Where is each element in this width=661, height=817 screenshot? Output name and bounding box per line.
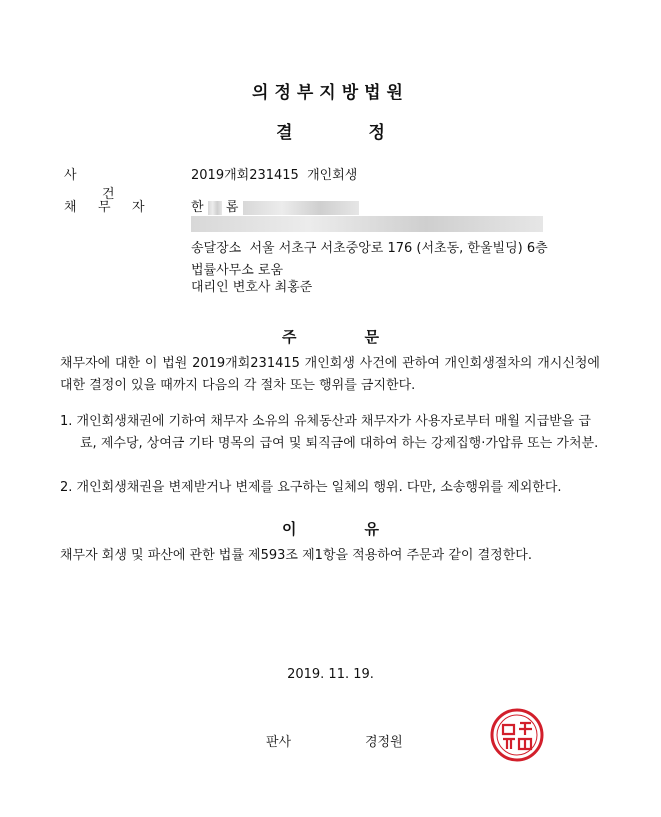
court-name: 의정부지방법원 xyxy=(252,83,409,103)
debtor-address xyxy=(191,213,543,232)
case-label-char-1: 사 xyxy=(64,168,77,183)
debtor-label-char-1: 채 xyxy=(64,200,77,215)
case-number: 2019개회231415 개인회생 xyxy=(191,168,358,183)
judge-seal-icon xyxy=(489,707,545,763)
reason-heading-char-1: 이 xyxy=(282,520,297,538)
law-firm: 법률사무소 로움 xyxy=(191,263,284,278)
redaction-block xyxy=(191,216,543,232)
order-item-2: 2. 개인회생채권을 변제받거나 변제를 요구하는 일체의 행위. 다만, 소송행위를 제외한다. xyxy=(60,480,562,495)
debtor-label-char-2: 무 xyxy=(98,200,111,215)
debtor-label-char-3: 자 xyxy=(132,200,145,215)
debtor-name-prefix: 한 xyxy=(191,200,204,215)
order-heading-char-2: 문 xyxy=(364,328,379,346)
reason-heading-char-2: 유 xyxy=(364,520,379,538)
document-title xyxy=(0,118,661,143)
decision-date: 2019. 11. 19. xyxy=(287,667,374,682)
delivery-address: 송달장소 서울 서초구 서초중앙로 176 (서초동, 한울빌딩) 6층 xyxy=(191,241,548,256)
case-label-char-2: 건 xyxy=(102,187,115,202)
reason-text: 채무자 회생 및 파산에 관한 법률 제593조 제1항을 적용하여 주문과 같이 결정한다. xyxy=(60,548,532,563)
title-char-1: 결 xyxy=(276,123,293,143)
judge-name: 경정원 xyxy=(365,735,403,750)
order-intro: 채무자에 대한 이 법원 2019개회231415 개인회생 사건에 관하여 개인회생절차의 개시신청에 대한 결정이 있을 때까지 다음의 각 절차 또는 행위를 금지한다. xyxy=(60,356,600,393)
order-heading xyxy=(0,326,661,347)
title-char-2: 정 xyxy=(368,123,385,143)
debtor-label xyxy=(64,196,174,215)
debtor-name-suffix: 롬 xyxy=(225,200,239,215)
attorney: 대리인 변호사 최홍준 xyxy=(191,280,313,295)
judge-title: 판사 xyxy=(266,735,292,750)
reason-heading xyxy=(0,518,661,539)
order-item-1: 1. 개인회생채권에 기하여 채무자 소유의 유체동산과 채무자가 사용자로부터 매월 지급받을 급료, 제수당, 상여금 기타 명목의 급여 및 퇴직금에 대하여 하는 강제집행·가압류 또는 가처분. xyxy=(60,414,599,451)
order-heading-char-1: 주 xyxy=(282,328,297,346)
